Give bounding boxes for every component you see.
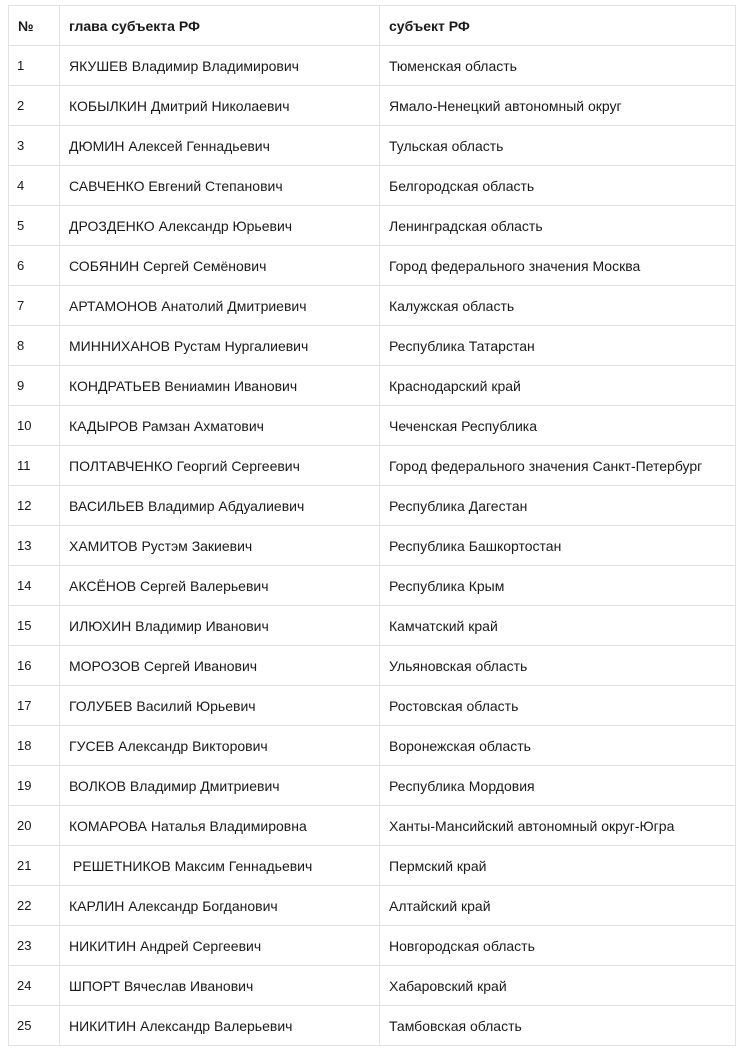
row-name: МОРОЗОВ Сергей Иванович [60,646,380,686]
governors-table [8,5,736,1046]
table-row [9,926,736,966]
row-name: ШПОРТ Вячеслав Иванович [60,966,380,1006]
row-num: 24 [9,966,60,1006]
table-row [9,806,736,846]
governors-table-container [8,5,735,1046]
row-num: 16 [9,646,60,686]
table-row [9,86,736,126]
table-row [9,566,736,606]
row-num: 17 [9,686,60,726]
table-row [9,726,736,766]
row-subject: Ленинградская область [380,206,736,246]
row-subject: Хабаровский край [380,966,736,1006]
row-subject: Республика Дагестан [380,486,736,526]
row-name: ПОЛТАВЧЕНКО Георгий Сергеевич [60,446,380,486]
row-subject: Тюменская область [380,46,736,86]
row-num: 7 [9,286,60,326]
row-num: 1 [9,46,60,86]
row-name: СОБЯНИН Сергей Семёнович [60,246,380,286]
table-row [9,206,736,246]
table-row [9,646,736,686]
row-subject: Тамбовская область [380,1006,736,1046]
row-subject: Краснодарский край [380,366,736,406]
row-subject: Ростовская область [380,686,736,726]
row-name: ХАМИТОВ Рустэм Закиевич [60,526,380,566]
row-subject: Чеченская Республика [380,406,736,446]
row-name: ВОЛКОВ Владимир Дмитриевич [60,766,380,806]
table-row [9,1006,736,1046]
header-name: глава субъекта РФ [60,6,380,46]
row-num: 12 [9,486,60,526]
row-name: ДЮМИН Алексей Геннадьевич [60,126,380,166]
row-subject: Алтайский край [380,886,736,926]
row-num: 6 [9,246,60,286]
row-num: 22 [9,886,60,926]
table-row [9,766,736,806]
table-row [9,166,736,206]
table-row [9,966,736,1006]
row-num: 25 [9,1006,60,1046]
row-name: НИКИТИН Андрей Сергеевич [60,926,380,966]
row-name: НИКИТИН Александр Валерьевич [60,1006,380,1046]
row-subject: Тульская область [380,126,736,166]
row-num: 3 [9,126,60,166]
row-name: МИННИХАНОВ Рустам Нургалиевич [60,326,380,366]
row-num: 20 [9,806,60,846]
table-row [9,486,736,526]
table-header [9,6,736,46]
row-name: ГУСЕВ Александр Викторович [60,726,380,766]
row-num: 11 [9,446,60,486]
row-subject: Белгородская область [380,166,736,206]
header-num: № [9,6,60,46]
row-num: 14 [9,566,60,606]
row-num: 19 [9,766,60,806]
row-name: ДРОЗДЕНКО Александр Юрьевич [60,206,380,246]
table-row [9,366,736,406]
row-num: 23 [9,926,60,966]
row-name: КОМАРОВА Наталья Владимировна [60,806,380,846]
row-subject: Республика Мордовия [380,766,736,806]
row-subject: Город федерального значения Москва [380,246,736,286]
header-row [9,6,736,46]
row-subject: Республика Татарстан [380,326,736,366]
table-row [9,446,736,486]
row-subject: Город федерального значения Санкт-Петербург [380,446,736,486]
header-subject: субъект РФ [380,6,736,46]
row-name: АРТАМОНОВ Анатолий Дмитриевич [60,286,380,326]
row-num: 5 [9,206,60,246]
row-subject: Калужская область [380,286,736,326]
row-name: САВЧЕНКО Евгений Степанович [60,166,380,206]
row-num: 15 [9,606,60,646]
table-row [9,326,736,366]
table-row [9,126,736,166]
row-num: 18 [9,726,60,766]
row-name: ВАСИЛЬЕВ Владимир Абдуалиевич [60,486,380,526]
row-name: КОНДРАТЬЕВ Вениамин Иванович [60,366,380,406]
table-body [9,46,736,1046]
table-row [9,46,736,86]
row-name: КАРЛИН Александр Богданович [60,886,380,926]
row-subject: Республика Крым [380,566,736,606]
row-num: 13 [9,526,60,566]
table-row [9,886,736,926]
table-row [9,606,736,646]
row-subject: Ханты-Мансийский автономный округ-Югра [380,806,736,846]
row-name: АКСЁНОВ Сергей Валерьевич [60,566,380,606]
row-num: 8 [9,326,60,366]
row-name: ЯКУШЕВ Владимир Владимирович [60,46,380,86]
table-row [9,846,736,886]
row-subject: Пермский край [380,846,736,886]
row-subject: Камчатский край [380,606,736,646]
row-name: ГОЛУБЕВ Василий Юрьевич [60,686,380,726]
row-name: КОБЫЛКИН Дмитрий Николаевич [60,86,380,126]
table-row [9,526,736,566]
row-subject: Ямало-Ненецкий автономный округ [380,86,736,126]
row-subject: Ульяновская область [380,646,736,686]
table-row [9,406,736,446]
table-row [9,246,736,286]
row-name: ИЛЮХИН Владимир Иванович [60,606,380,646]
table-row [9,286,736,326]
table-row [9,686,736,726]
row-num: 21 [9,846,60,886]
row-subject: Новгородская область [380,926,736,966]
row-num: 10 [9,406,60,446]
row-num: 9 [9,366,60,406]
row-num: 2 [9,86,60,126]
row-name: КАДЫРОВ Рамзан Ахматович [60,406,380,446]
row-subject: Республика Башкортостан [380,526,736,566]
row-num: 4 [9,166,60,206]
row-subject: Воронежская область [380,726,736,766]
row-name: РЕШЕТНИКОВ Максим Геннадьевич [60,846,380,886]
